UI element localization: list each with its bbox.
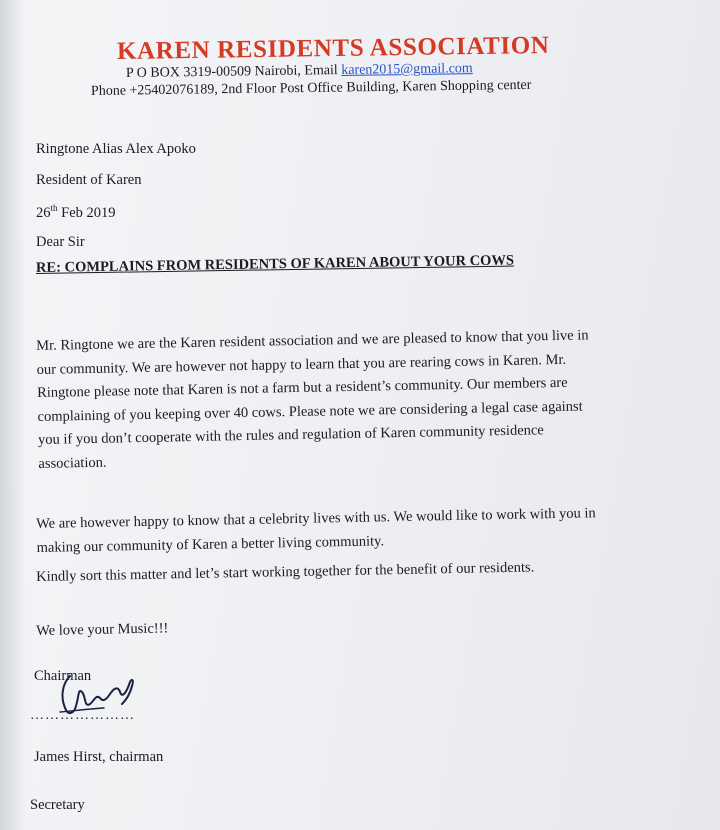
signatory-name: James Hirst, chairman xyxy=(34,749,164,765)
organization-name: KAREN RESIDENTS ASSOCIATION xyxy=(116,31,550,65)
paragraph-line: We love your Music!!! xyxy=(36,620,169,639)
email-link[interactable]: karen2015@gmail.com xyxy=(341,61,473,78)
paragraph-2 xyxy=(36,501,677,560)
date-suffix: th xyxy=(50,203,58,213)
paragraph-line: complaining of you keeping over 40 cows. Please note we are considering a legal case against xyxy=(37,398,583,425)
paragraph-3 xyxy=(36,554,676,590)
date-day: 26 xyxy=(36,204,51,221)
recipient-name: Ringtone Alias Alex Apoko xyxy=(36,141,196,157)
paragraph-line: We are however happy to know that a celebrity lives with us. We would like to work with you in xyxy=(36,505,596,532)
salutation: Dear Sir xyxy=(36,234,85,250)
address-line-2: Phone +25402076189, 2nd Floor Post Office Building, Karen Shopping center xyxy=(90,77,532,99)
closing-role: Chairman xyxy=(34,668,92,684)
signature-line: ………………… xyxy=(30,708,135,723)
paragraph-1 xyxy=(36,323,679,476)
paragraph-line: Kindly sort this matter and let’s start working together for the benefit of our residents. xyxy=(36,559,535,585)
paragraph-line: association. xyxy=(38,454,107,472)
paragraph-line: you if you don’t cooperate with the rules and regulation of Karen community residence xyxy=(37,422,544,448)
letter-date xyxy=(36,203,116,222)
recipient-location: Resident of Karen xyxy=(36,172,142,188)
paragraph-4 xyxy=(36,608,676,644)
paragraph-line: making our community of Karen a better living community. xyxy=(36,532,385,556)
subject-line: RE: COMPLAINS FROM RESIDENTS OF KAREN ABOUT YOUR COWS xyxy=(35,252,515,276)
paragraph-line: our community. We are however not happy to learn that you are rearing cows in Karen. Mr. xyxy=(36,351,567,378)
paragraph-line: Mr. Ringtone we are the Karen resident association and we are pleased to know that you live in xyxy=(36,327,589,354)
secretary-label: Secretary xyxy=(30,797,85,813)
page-shadow xyxy=(0,0,26,830)
address-prefix: P O BOX 3319-00509 Nairobi, Email xyxy=(125,62,342,81)
date-rest: Feb 2019 xyxy=(57,204,116,221)
paragraph-line: Ringtone please note that Karen is not a farm but a resident’s community. Our members are xyxy=(36,374,568,401)
